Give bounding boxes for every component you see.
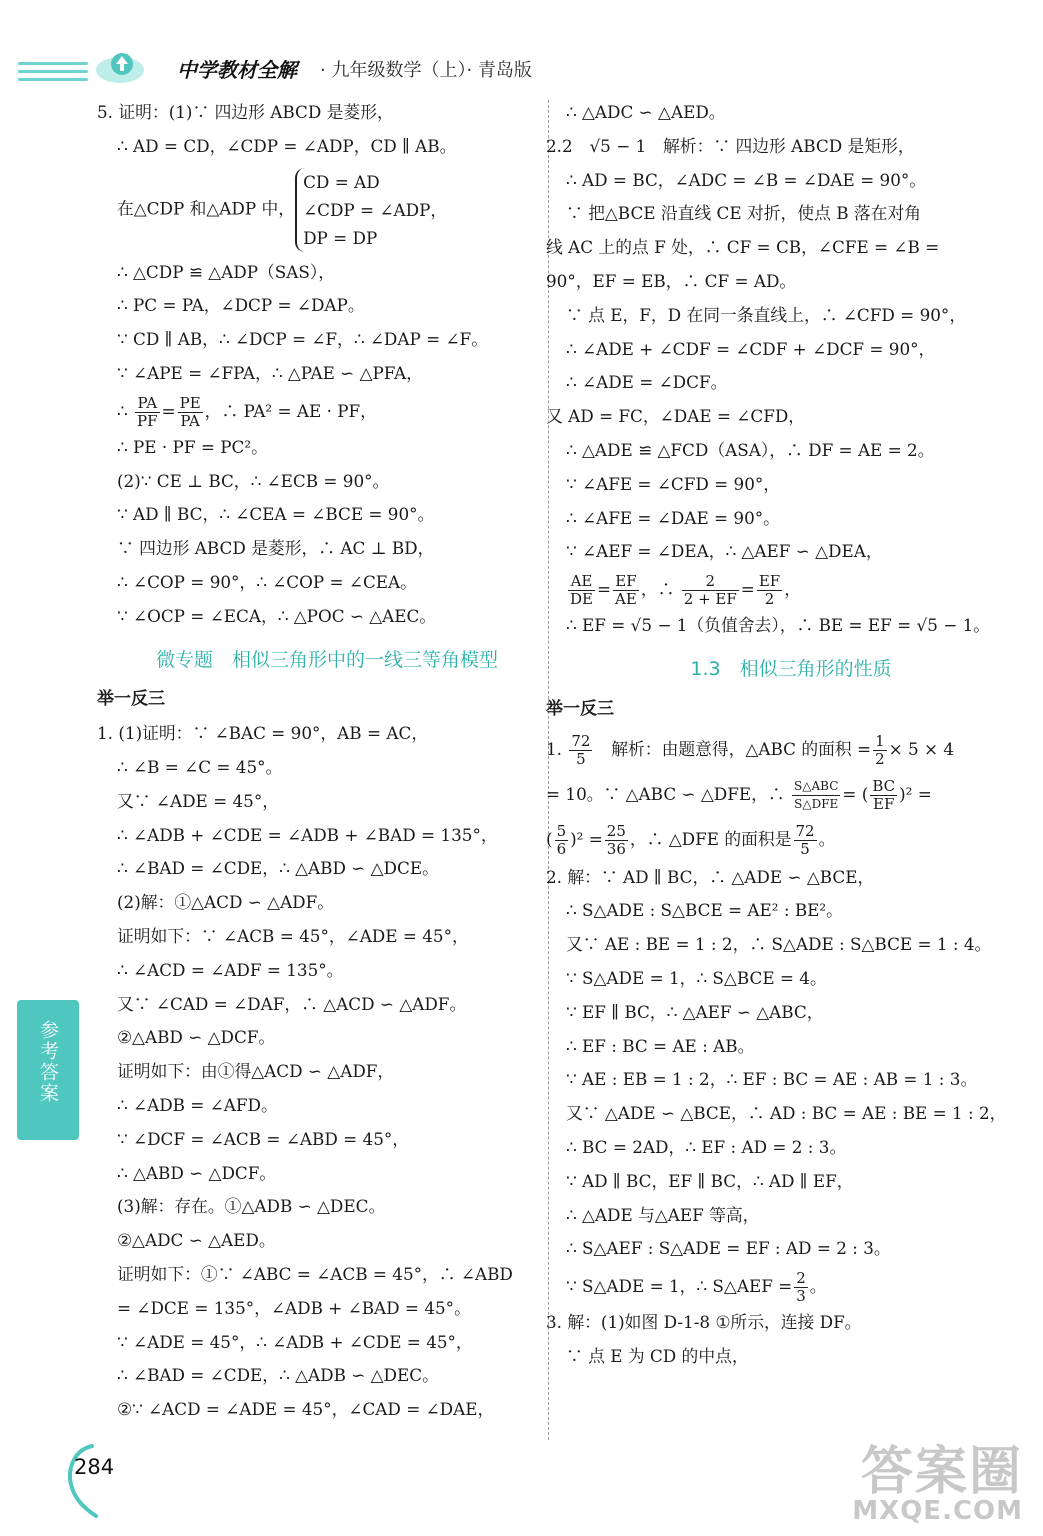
fraction [555, 823, 569, 858]
denominator: DE [570, 590, 593, 609]
denominator: 2 [764, 590, 775, 609]
answer-line: ②△ABD ∽ △DCF。 [117, 1027, 276, 1048]
answer-line: 又∵ AE : BE = 1 : 2，∴ S△ADE : S△BCE = 1 : 4。 [566, 934, 992, 955]
answer-text: 。 [809, 1276, 827, 1297]
answer-line: 90°，EF = EB，∴ CF = AD。 [546, 270, 797, 291]
numerator: PE [179, 393, 201, 412]
denominator: PF [137, 411, 158, 430]
fraction-line: $\frac{AE}{DE}$ = $\frac{EF}{AE}$ ，∴ $\frac{2}{2 + EF}$ = $\frac{EF}{2}$ ， [570, 572, 801, 609]
answer-line: 5. 证明：(1)∵ 四边形 ABCD 是菱形， [97, 102, 394, 122]
answer-line: ∵ AD ∥ BC，∴ ∠CEA = ∠BCE = 90°。 [117, 504, 435, 525]
answer-text: )² = [570, 828, 603, 849]
fraction [135, 395, 160, 430]
answer-line: ∴ AD = CD，∠CDP = ∠ADP，CD ∥ AB。 [117, 135, 457, 156]
answer-line: ∵ ∠OCP = ∠ECA，∴ △POC ∽ △AEC。 [117, 605, 437, 626]
answer-line: (2)∵ CE ⊥ BC，∴ ∠ECB = 90°。 [117, 470, 390, 491]
fraction-line [546, 771, 1016, 817]
denominator: 2 + EF [683, 590, 737, 609]
answer-line: 线 AC 上的点 F 处，∴ CF = CB，∠CFE = ∠B = [546, 237, 940, 258]
answer-line: ∵ 点 E 为 CD 的中点， [566, 1345, 749, 1366]
page-number-arc-icon [62, 1440, 118, 1520]
book-logo-icon [92, 46, 152, 86]
fraction [682, 573, 739, 608]
answer-line: ∴ ∠B = ∠C = 45°。 [117, 756, 283, 777]
answer-line: = ∠DCE = 135°，∠ADB + ∠BAD = 45°。 [117, 1297, 471, 1318]
answer-line: 又∵ ∠ADE = 45°， [117, 790, 280, 811]
answer-line: ∴ △ADE 与△AEF 等高， [566, 1204, 760, 1225]
right-column [546, 96, 1016, 1374]
answer-line: 又 AD = FC，∠DAE = ∠CFD， [546, 406, 806, 427]
watermark-logo-text: 答案圈 [860, 1442, 1023, 1502]
denominator: 5 [800, 839, 810, 858]
answer-line: ②∵ ∠ACD = ∠ADE = 45°，∠CAD = ∠DAE， [117, 1399, 495, 1420]
sub-heading: 举一反三 [97, 689, 165, 710]
answer-text: = 10。∵ △ABC ∽ △DFE，∴ [546, 783, 785, 804]
answer-line: 证明如下：①∵ ∠ABC = ∠ACB = 45°，∴ ∠ABD [117, 1263, 513, 1284]
section-title: 1.3 相似三角形的性质 [690, 657, 892, 680]
answer-line: ∴ △ADE ≌ △FCD（ASA），∴ DF = AE = 2。 [566, 439, 935, 460]
side-tab-answers [17, 1000, 79, 1140]
side-tab-label: 参考答案 [37, 1020, 59, 1104]
system-row: CD = AD [303, 171, 380, 192]
denominator: EF [873, 794, 895, 813]
answer-line: 1. (1)证明：∵ ∠BAC = 90°，AB = AC， [97, 723, 429, 744]
answer-line: ∴ PC = PA，∠DCP = ∠DAP。 [117, 295, 365, 316]
answer-line: ∴ EF : BC = AE : AB。 [566, 1035, 755, 1056]
fraction [794, 823, 817, 858]
answer-line: ∴ ∠ADE = ∠DCF。 [566, 372, 728, 393]
fraction [178, 395, 203, 430]
answer-text: )² = [899, 783, 932, 804]
numerator: 5 [556, 821, 567, 840]
denominator: 36 [606, 839, 626, 858]
answer-line: ∵ AE : EB = 1 : 2，∴ EF : BC = AE : AB = 1 : 3。 [566, 1069, 978, 1090]
answer-text: ( [546, 828, 553, 849]
answer-text: 1. [546, 738, 563, 759]
denominator: AE [615, 590, 637, 609]
answer-text: 解析：由题意得，△ABC 的面积 = [594, 738, 872, 759]
system-row: DP = DP [303, 227, 378, 248]
answer-line: 3. 解：(1)如图 D-1-8 ①所示，连接 DF。 [546, 1312, 862, 1333]
page-header [0, 0, 1043, 100]
fraction [568, 573, 595, 608]
answer-text: = ( [842, 783, 869, 804]
numerator: S△ABC [792, 778, 840, 796]
answer-line: ②△ADC ∽ △AED。 [117, 1230, 276, 1251]
answer-line: ∴ PE · PF = PC²。 [117, 436, 268, 457]
answer-line: ∵ 点 E，F，D 在同一条直线上，∴ ∠CFD = 90°， [566, 304, 967, 325]
denominator: 2 [875, 749, 885, 768]
answer-line: ∵ ∠APE = ∠FPA，∴ △PAE ∽ △PFA， [117, 362, 423, 383]
equation-system-line [117, 168, 537, 252]
answer-line: ∴ ∠ACD = ∠ADF = 135°。 [117, 959, 344, 980]
fraction [792, 778, 840, 813]
section-title: 微专题 相似三角形中的一线三等角模型 [155, 648, 498, 671]
denominator: 3 [796, 1287, 806, 1306]
answer-text: × 5 × 4 [888, 738, 955, 759]
answer-line: (2)解：①△ACD ∽ △ADF。 [117, 892, 335, 913]
answer-line: ∴ S△ADE : S△BCE = AE² : BE²。 [566, 900, 843, 921]
answer-text: 。 [818, 828, 836, 849]
answer-line: ∴ ∠ADB + ∠CDE = ∠ADB + ∠BAD = 135°， [117, 824, 498, 845]
answer-line: ∵ ∠AEF = ∠DEA，∴ △AEF ∽ △DEA， [566, 541, 883, 562]
denominator: 5 [576, 749, 586, 768]
book-title: 中学教材全解 [177, 58, 297, 82]
answer-line: 证明如下：∵ ∠ACB = 45°，∠ADE = 45°， [117, 925, 469, 946]
answer-line: 又∵ ∠CAD = ∠DAF，∴ △ACD ∽ △ADF。 [117, 993, 467, 1014]
fraction [757, 573, 782, 608]
numerator: EF [758, 572, 781, 591]
answer-text: ，∴ PA² = AE · PF， [204, 400, 377, 421]
answer-text: ∵ S△ADE = 1，∴ S△AEF = [566, 1276, 793, 1297]
numerator: 2 [682, 573, 739, 591]
answer-line: 2.2 √5 − 1 解析：∵ 四边形 ABCD 是矩形， [546, 135, 915, 156]
numerator: 72 [795, 821, 815, 840]
numerator: AE [568, 573, 595, 591]
answer-line: ∴ ∠AFE = ∠DAE = 90°。 [566, 507, 780, 528]
fraction [873, 733, 887, 768]
answer-line: 2. 解：∵ AD ∥ BC，∴ △ADE ∽ △BCE， [546, 866, 875, 887]
answer-line: 又∵ △ADE ∽ △BCE，∴ AD : BC = AE : BE = 1 : 2， [566, 1103, 1007, 1124]
numerator: EF [613, 573, 639, 591]
answer-line: ∴ EF = √5 − 1（负值舍去），∴ BE = EF = √5 − 1。 [566, 615, 991, 636]
fraction [613, 573, 639, 608]
answer-line: ∵ ∠ADE = 45°，∴ ∠ADB + ∠CDE = 45°， [117, 1331, 473, 1352]
answer-line: ∵ EF ∥ BC，∴ △AEF ∽ △ABC， [566, 1001, 824, 1022]
answer-line: ∵ 把△BCE 沿直线 CE 对折，使点 B 落在对角 [566, 203, 922, 224]
sub-heading: 举一反三 [546, 698, 614, 719]
fraction [605, 823, 628, 858]
denominator: PA [180, 411, 200, 430]
answer-line: ∴ AD = BC，∠ADC = ∠B = ∠DAE = 90°。 [566, 169, 927, 190]
numerator: BC [872, 776, 896, 795]
fraction [870, 778, 897, 813]
answer-line: ∴ ∠ADE + ∠CDF = ∠CDF + ∠DCF = 90°， [566, 338, 936, 359]
system-row: ∠CDP = ∠ADP， [303, 199, 448, 220]
denominator: 6 [556, 839, 567, 858]
numerator: 72 [571, 731, 591, 750]
left-column [97, 96, 537, 1427]
fraction-line [546, 817, 1016, 861]
numerator: 2 [796, 1269, 806, 1288]
numerator: 1 [875, 731, 885, 750]
answer-line: ∵ S△ADE = 1，∴ S△BCE = 4。 [566, 967, 827, 988]
answer-text: ， [784, 579, 801, 600]
answer-line: ∵ AD ∥ BC，EF ∥ BC，∴ AD ∥ EF， [566, 1170, 854, 1191]
watermark-url: MXQE.COM [852, 1496, 1023, 1526]
denominator: S△DFE [794, 796, 839, 811]
numerator: 25 [606, 821, 626, 840]
answer-line: ∴ ∠ADB = ∠AFD。 [117, 1094, 278, 1115]
watermark [852, 1429, 1023, 1526]
answer-line: ∴ △CDP ≌ △ADP（SAS）， [117, 261, 336, 282]
page-number: 284 [74, 1455, 115, 1479]
answer-line: ∴ △ABD ∽ △DCF。 [117, 1162, 277, 1183]
fraction [794, 1270, 808, 1305]
equation-system [295, 168, 447, 252]
answer-text: ，∴ [640, 579, 675, 600]
fraction-line [566, 1266, 1016, 1306]
answer-line: (3)解：存在。①△ADB ∽ △DEC。 [117, 1196, 386, 1217]
fraction [569, 733, 592, 768]
answer-line: ∴ ∠BAD = ∠CDE，∴ △ADB ∽ △DEC。 [117, 1365, 439, 1386]
fraction-line: ∴ $\frac{PA}{PF}$ = $\frac{PE}{PA}$ ，∴ PA² = AE · PF， [117, 393, 377, 430]
answer-line: ∴ ∠BAD = ∠CDE，∴ △ABD ∽ △DCE。 [117, 858, 439, 879]
answer-line: ∵ CD ∥ AB，∴ ∠DCP = ∠F，∴ ∠DAP = ∠F。 [117, 329, 488, 350]
header-decor-lines [18, 62, 88, 86]
answer-line: ∴ △ADC ∽ △AED。 [566, 102, 726, 122]
answer-text: ，∴ △DFE 的面积是 [629, 828, 792, 849]
answer-line: 证明如下：由①得△ACD ∽ △ADF， [117, 1061, 395, 1082]
answer-text: 在△CDP 和△ADP 中， [117, 198, 296, 219]
answer-line: ∴ BC = 2AD，∴ EF : AD = 2 : 3。 [566, 1136, 847, 1157]
answer-line: ∵ 四边形 ABCD 是菱形，∴ AC ⊥ BD， [117, 538, 435, 559]
answer-line: ∴ ∠COP = 90°，∴ ∠COP = ∠CEA。 [117, 571, 417, 592]
book-subtitle: · 九年级数学（上）· 青岛版 [320, 60, 532, 81]
answer-text: ∴ [117, 400, 128, 421]
answer-line: ∵ ∠DCF = ∠ACB = ∠ABD = 45°， [117, 1128, 410, 1149]
answer-line: ∵ ∠AFE = ∠CFD = 90°， [566, 473, 781, 494]
fraction-line [546, 727, 1016, 771]
answer-line: ∴ S△AEF : S△ADE = EF : AD = 2 : 3。 [566, 1238, 891, 1259]
numerator: PA [135, 395, 160, 413]
